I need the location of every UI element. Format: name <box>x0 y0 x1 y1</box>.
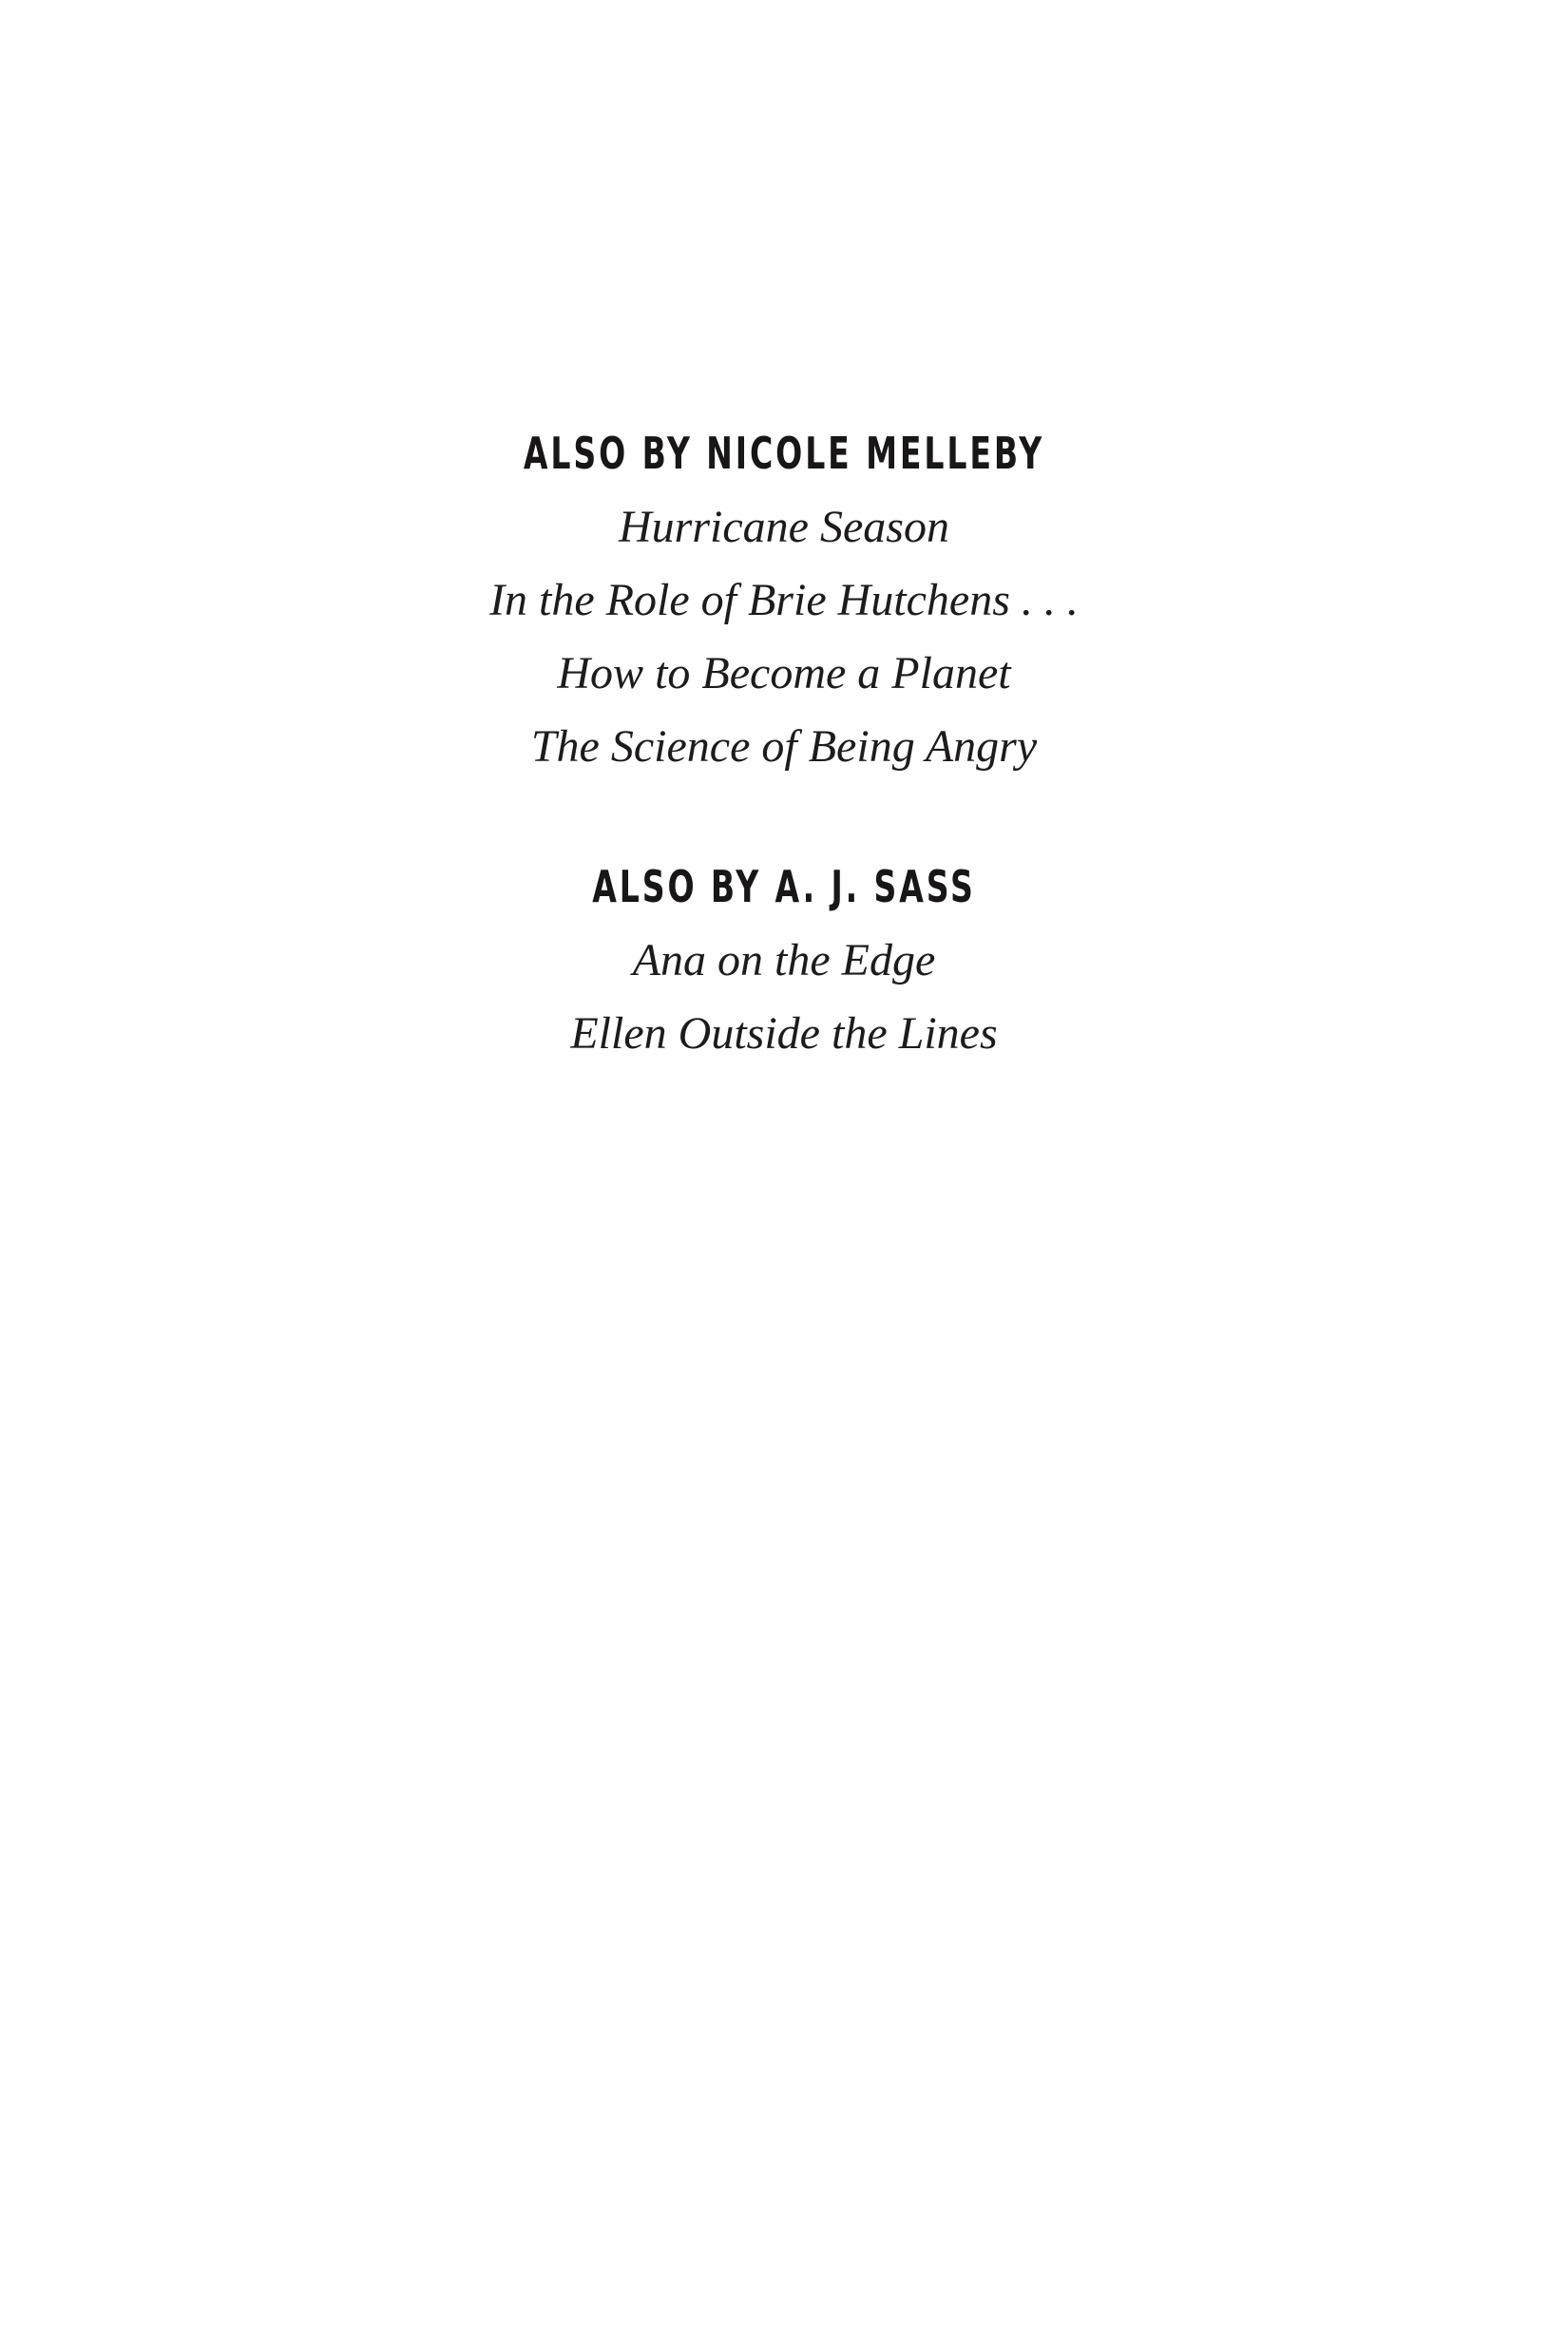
book-title: Ana on the Edge <box>632 935 936 985</box>
book-title: The Science of Being Angry <box>530 721 1038 772</box>
also-by-text-block <box>0 430 1568 1070</box>
book-title: In the Role of Brie Hutchens . . . <box>489 575 1079 625</box>
book-title-list <box>0 924 1568 1070</box>
section-heading: ALSO BY NICOLE MELLEBY <box>523 428 1045 479</box>
section-heading: ALSO BY A. J. SASS <box>592 861 976 912</box>
also-by-section-nicole-melleby <box>0 430 1568 783</box>
also-by-section-aj-sass <box>0 863 1568 1070</box>
book-title: Ellen Outside the Lines <box>570 1008 998 1059</box>
book-title-list <box>0 490 1568 783</box>
book-title: Hurricane Season <box>619 502 949 552</box>
book-title: How to Become a Planet <box>557 648 1011 698</box>
